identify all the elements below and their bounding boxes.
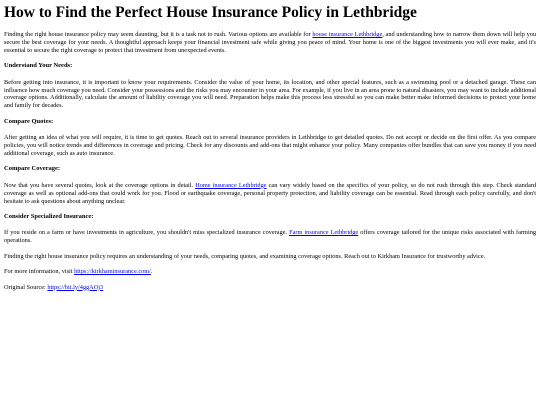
more-info-period: .	[150, 268, 153, 276]
section-heading-quotes: Compare Quotes:	[4, 117, 54, 125]
source-label: Original Source:	[4, 283, 48, 291]
specialized-text-end: offers coverage tailored for the unique risks associated with farming operations.	[4, 229, 536, 245]
coverage-text-end: can vary widely based on the specifics of your policy, so do not rush through this step. Check standard coverage as well as optional add-ons that could work for you. Flood or earthquake coverage, personal property protection, and liability coverage can be essential. Read through each policy carefully, and don't hesitate to ask questions about anything unclear.	[4, 181, 536, 205]
house-insurance-link[interactable]: house insurance Lethbridge	[312, 31, 383, 38]
source-link[interactable]: https://bit.ly/4ggAOj3	[47, 283, 104, 291]
coverage-text-start: Now that you have several quotes, look at the coverage options in detail.	[4, 181, 196, 189]
intro-text-start: Finding the right house insurance policy may seem daunting, but it is a task not to rush. Various options are available for	[4, 31, 313, 38]
section-text-quotes: After getting an idea of what you will require, it is time to get quotes. Reach out to several insurance providers in Lethbridge to get detailed quotes. Do not accept or decide on the first offer. As you compare policies, you will notice trends and differences in coverage and pricing. Check for any discounts and add-ons that might enhance your policy. Many companies offer bundles that can save you money if you need additional coverage, such as auto insurance.	[4, 134, 536, 157]
home-insurance-link[interactable]: Home insurance Lethbridge	[195, 181, 267, 189]
section-heading-needs: Understand Your Needs:	[4, 62, 73, 70]
conclusion-paragraph: Finding the right house insurance policy requires an understanding of your needs, comparing quotes, and examining coverage options. Reach out to Kirkham Insurance for trustworthy advice.	[4, 252, 486, 260]
section-text-specialized	[4, 229, 536, 245]
intro-text-end: , and understanding how to narrow them down will help you secure the best coverage for your needs. A thoughtful approach keeps your financial investment safe while giving you peace of mind. Your home is one of the biggest investments you will ever make, and it's essential to secure the right coverage to protect that investment from unexpected events.	[4, 31, 537, 54]
source-paragraph	[4, 284, 536, 292]
section-heading-specialized: Consider Specialized Insurance:	[4, 213, 94, 221]
section-text-coverage	[4, 182, 536, 206]
more-info-paragraph	[4, 268, 536, 276]
specialized-text-start: If you reside on a farm or have investments in agriculture, you shouldn't miss specialized insurance coverage.	[4, 229, 290, 237]
more-info-text: For more information, visit	[4, 268, 75, 276]
section-heading-coverage: Compare Coverage:	[4, 165, 61, 173]
section-text-needs: Before getting into insurance, it is important to know your requirements. Consider the value of your home, its location, and other special features, such as a swimming pool or a detached garage. These can influence how much coverage you need. Consider your possessions and the risks you may encounter in your area. For example, if you live in an area prone to natural disasters, you may want to include additional coverage options. Additionally, calculate the amount of liability coverage you will need. Preparation helps make this process less stressful so you can make better make informed decisions to protect your home and family for decades.	[4, 78, 536, 110]
farm-insurance-link[interactable]: Farm insurance Lethbridge	[289, 229, 359, 237]
page-title: How to Find the Perfect House Insurance Policy in Lethbridge	[4, 4, 417, 21]
kirkham-website-link[interactable]: https://kirkhaminsurance.com/	[74, 268, 151, 276]
intro-paragraph	[4, 31, 536, 55]
